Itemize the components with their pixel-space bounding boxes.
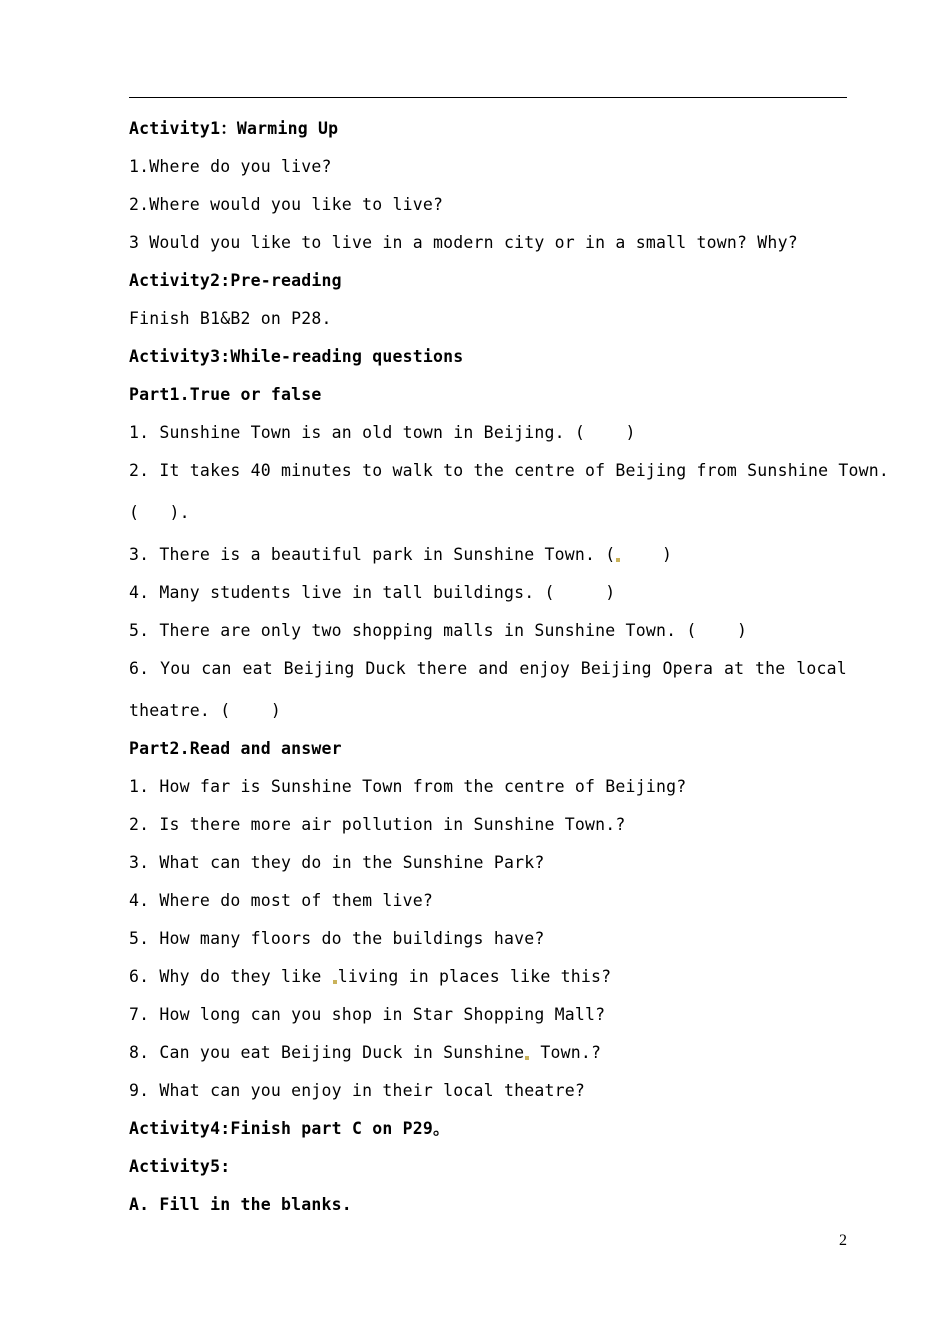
activity5-heading: Activity5: <box>129 1157 231 1176</box>
prereading-instruction: Finish B1&B2 on P28. <box>129 309 332 328</box>
item6-word: there <box>416 659 468 678</box>
read-answer-question-8-start: 8. Can you eat Beijing Duck in Sunshine <box>129 1043 525 1062</box>
read-answer-question-7: 7. How long can you shop in Star Shopping Mall? <box>129 1005 606 1024</box>
part2-heading: Part2.Read and answer <box>129 739 342 758</box>
highlight-mark <box>525 1056 529 1060</box>
highlight-mark <box>333 980 337 984</box>
item6-word: enjoy <box>519 659 570 678</box>
activity2-heading: Activity2:Pre-reading <box>129 271 342 290</box>
read-answer-question-6 <box>129 963 847 1001</box>
item6-word: Duck <box>365 659 406 678</box>
read-answer-question-4: 4. Where do most of them live? <box>129 891 434 910</box>
header-rule <box>129 97 847 98</box>
item6-word: can <box>201 659 232 678</box>
true-false-item-5: 5. There are only two shopping malls in Sunshine Town. ( ) <box>129 621 748 640</box>
fill-blanks-heading: A. Fill in the blanks. <box>129 1195 352 1214</box>
read-answer-question-1: 1. How far is Sunshine Town from the centre of Beijing? <box>129 777 687 796</box>
item6-word: Beijing <box>283 659 355 678</box>
warmup-question-2: 2.Where would you like to live? <box>129 195 444 214</box>
item6-word: the <box>755 659 786 678</box>
read-answer-question-8-end: Town.? <box>530 1043 602 1062</box>
read-answer-question-8 <box>129 1039 847 1077</box>
item6-word: local <box>796 659 847 678</box>
worksheet-body <box>129 115 890 1229</box>
highlight-mark <box>616 558 620 562</box>
item6-word: 6. <box>129 659 150 678</box>
activity4-heading: Activity4:Finish part C on P29。 <box>129 1119 450 1138</box>
read-answer-question-6-end: living in places like this? <box>337 967 612 986</box>
warmup-question-3: 3 Would you like to live in a modern city or in a small town? Why? <box>129 233 798 252</box>
true-false-item-1: 1. Sunshine Town is an old town in Beijing. ( ) <box>129 423 636 442</box>
item6-word: at <box>723 659 745 678</box>
item6-word: Beijing <box>580 659 652 678</box>
true-false-item-3-text: 3. There is a beautiful park in Sunshine Town. ( <box>129 545 616 564</box>
warmup-question-1: 1.Where do you live? <box>129 157 332 176</box>
true-false-item-6 <box>129 655 847 697</box>
item6-word: You <box>160 659 191 678</box>
true-false-item-2: 2. It takes 40 minutes to walk to the centre of Beijing from Sunshine Town. <box>129 461 890 480</box>
true-false-item-3-blank: ) <box>621 545 673 564</box>
item6-word: eat <box>242 659 273 678</box>
read-answer-question-3: 3. What can they do in the Sunshine Park? <box>129 853 545 872</box>
page-number: 2 <box>839 1232 847 1249</box>
true-false-item-4: 4. Many students live in tall buildings. ( ) <box>129 583 616 602</box>
true-false-item-3 <box>129 541 847 579</box>
true-false-item-2-blank: ( ). <box>129 503 190 522</box>
read-answer-question-2: 2. Is there more air pollution in Sunshine Town.? <box>129 815 626 834</box>
read-answer-question-9: 9. What can you enjoy in their local theatre? <box>129 1081 586 1100</box>
true-false-item-6-blank: theatre. ( ) <box>129 701 282 720</box>
read-answer-question-6-start: 6. Why do they like <box>129 967 332 986</box>
read-answer-question-5: 5. How many floors do the buildings have? <box>129 929 545 948</box>
activity3-heading: Activity3:While-reading questions <box>129 347 464 366</box>
part1-heading: Part1.True or false <box>129 385 322 404</box>
activity1-heading: Activity1：Warming Up <box>129 119 339 138</box>
item6-word: and <box>478 659 509 678</box>
item6-word: Opera <box>662 659 714 678</box>
